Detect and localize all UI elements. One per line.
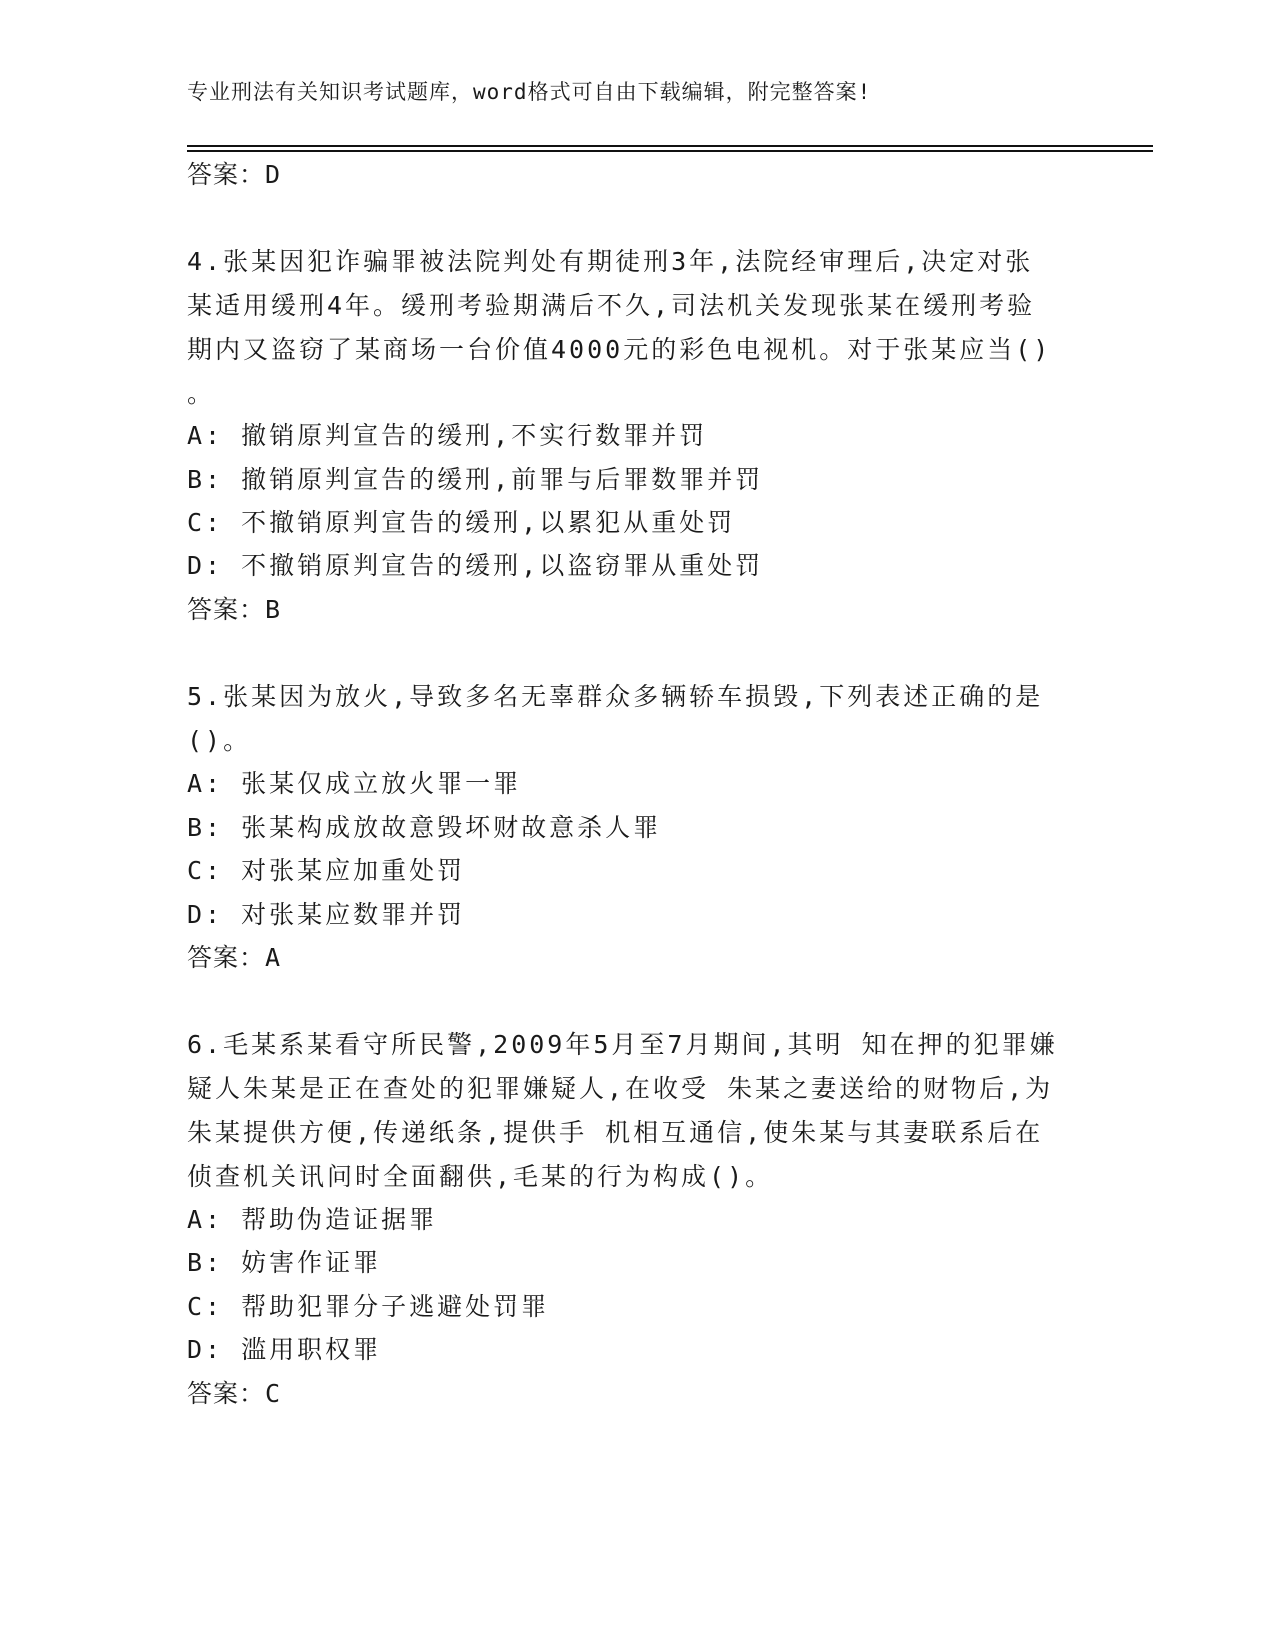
question-6-option-b: B: 妨害作证罪 [187,1248,382,1277]
previous-answer: 答案：D [187,160,282,189]
question-4-option-c: C: 不撤销原判宣告的缓刑,以累犯从重处罚 [187,508,736,537]
question-6-line-3: 朱某提供方便,传递纸条,提供手 机相互通信,使朱某与其妻联系后在 [187,1118,1044,1147]
question-4-option-b: B: 撤销原判宣告的缓刑,前罪与后罪数罪并罚 [187,465,764,494]
header-rule-top [187,145,1153,147]
question-6-option-d: D: 滥用职权罪 [187,1335,382,1364]
question-5-answer: 答案：A [187,943,282,972]
question-6-option-a: A: 帮助伪造证据罪 [187,1205,438,1234]
question-5-line-2: ()。 [187,726,252,755]
question-5-option-b: B: 张某构成放故意毁坏财故意杀人罪 [187,813,662,842]
header-rule-bottom [187,150,1153,152]
question-4-line-4: 。 [187,379,216,408]
question-4-answer: 答案：B [187,595,282,624]
question-5-option-a: A: 张某仅成立放火罪一罪 [187,769,522,798]
question-6-line-4: 侦查机关讯问时全面翻供,毛某的行为构成()。 [187,1162,774,1191]
question-4-line-3: 期内又盗窃了某商场一台价值4000元的彩色电视机。对于张某应当() [187,335,1052,364]
question-4-option-d: D: 不撤销原判宣告的缓刑,以盗窃罪从重处罚 [187,551,764,580]
question-5-option-d: D: 对张某应数罪并罚 [187,900,466,929]
question-4-option-a: A: 撤销原判宣告的缓刑,不实行数罪并罚 [187,421,708,450]
question-4-line-1: 4.张某因犯诈骗罪被法院判处有期徒刑3年,法院经审理后,决定对张 [187,247,1034,276]
question-5-line-1: 5.张某因为放火,导致多名无辜群众多辆轿车损毁,下列表述正确的是 [187,682,1044,711]
question-6-answer: 答案：C [187,1379,282,1408]
question-6-option-c: C: 帮助犯罪分子逃避处罚罪 [187,1292,550,1321]
question-4-line-2: 某适用缓刑4年。缓刑考验期满后不久,司法机关发现张某在缓刑考验 [187,291,1036,320]
question-6-line-2: 疑人朱某是正在查处的犯罪嫌疑人,在收受 朱某之妻送给的财物后,为 [187,1074,1054,1103]
page-header: 专业刑法有关知识考试题库，word格式可自由下载编辑，附完整答案! [187,80,872,104]
question-6-line-1: 6.毛某系某看守所民警,2009年5月至7月期间,其明 知在押的犯罪嫌 [187,1030,1058,1059]
question-5-option-c: C: 对张某应加重处罚 [187,856,466,885]
